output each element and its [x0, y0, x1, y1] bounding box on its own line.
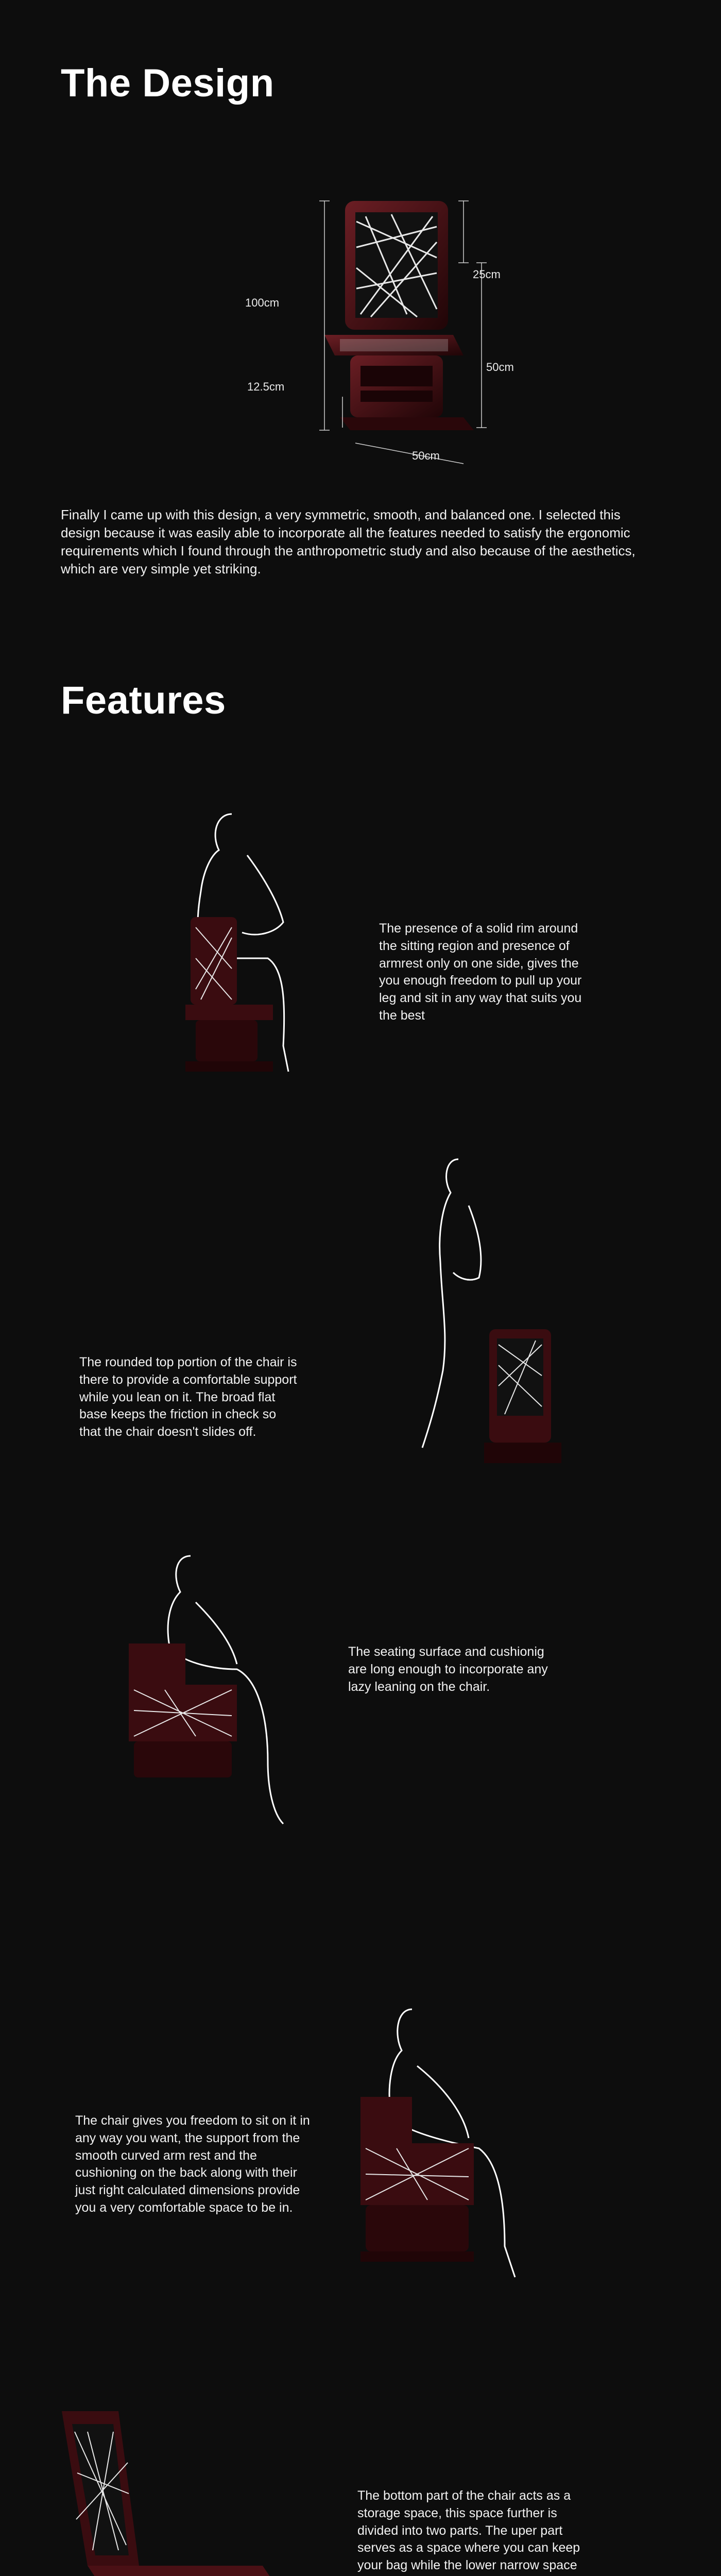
feature-3-text: The seating surface and cushionig are long enough to incorporate any lazy leaning on the chair. [348, 1645, 548, 1694]
design-chair-illustration [237, 185, 525, 474]
feature-4-illustration [350, 1999, 582, 2329]
dim-back-top: 25cm [473, 268, 501, 281]
dim-depth: 50cm [412, 449, 440, 462]
design-title: The Design [61, 61, 274, 105]
design-paragraph: Finally I came up with this design, a very symmetric, smooth, and balanced one. I selected this design because it was easily able to incorporate all the features needed to satisfy the ergonomic requirements which I found through the anthropometric study and also because of the aesthetics, which are very simple yet striking. [61, 507, 636, 577]
feature-5-illustration [57, 2401, 283, 2576]
feature-3-illustration [113, 1546, 340, 1834]
dim-base-height: 12.5cm [247, 380, 285, 393]
feature-2-text: The rounded top portion of the chair is there to provide a comfortable support while you lean on it. The broad flat base keeps the friction in check so that the chair doesn't slides off. [79, 1355, 297, 1439]
feature-4-text: The chair gives you freedom to sit on it in any way you want, the support from the smooth curved arm rest and the cushioning on the back along with their just right calculated dimensions provide you a very comfortable space to be in. [75, 2113, 310, 2215]
feature-2-illustration [381, 1149, 577, 1479]
feature-1-text: The presence of a solid rim around the sitting region and presence of armrest only on one side, gives the you enough freedom to pull up your leg and sit in any way that suits you the best [379, 921, 582, 1023]
feature-5-text: The bottom part of the chair acts as a storage space, this space further is divided into two parts. The uper part serves as a space where you can keep your bag while the lower narrow space [357, 2488, 580, 2572]
dim-height-total: 100cm [245, 296, 280, 309]
features-title: Features [61, 679, 226, 722]
feature-1-illustration [154, 804, 340, 1123]
dim-side-height: 50cm [486, 361, 514, 374]
